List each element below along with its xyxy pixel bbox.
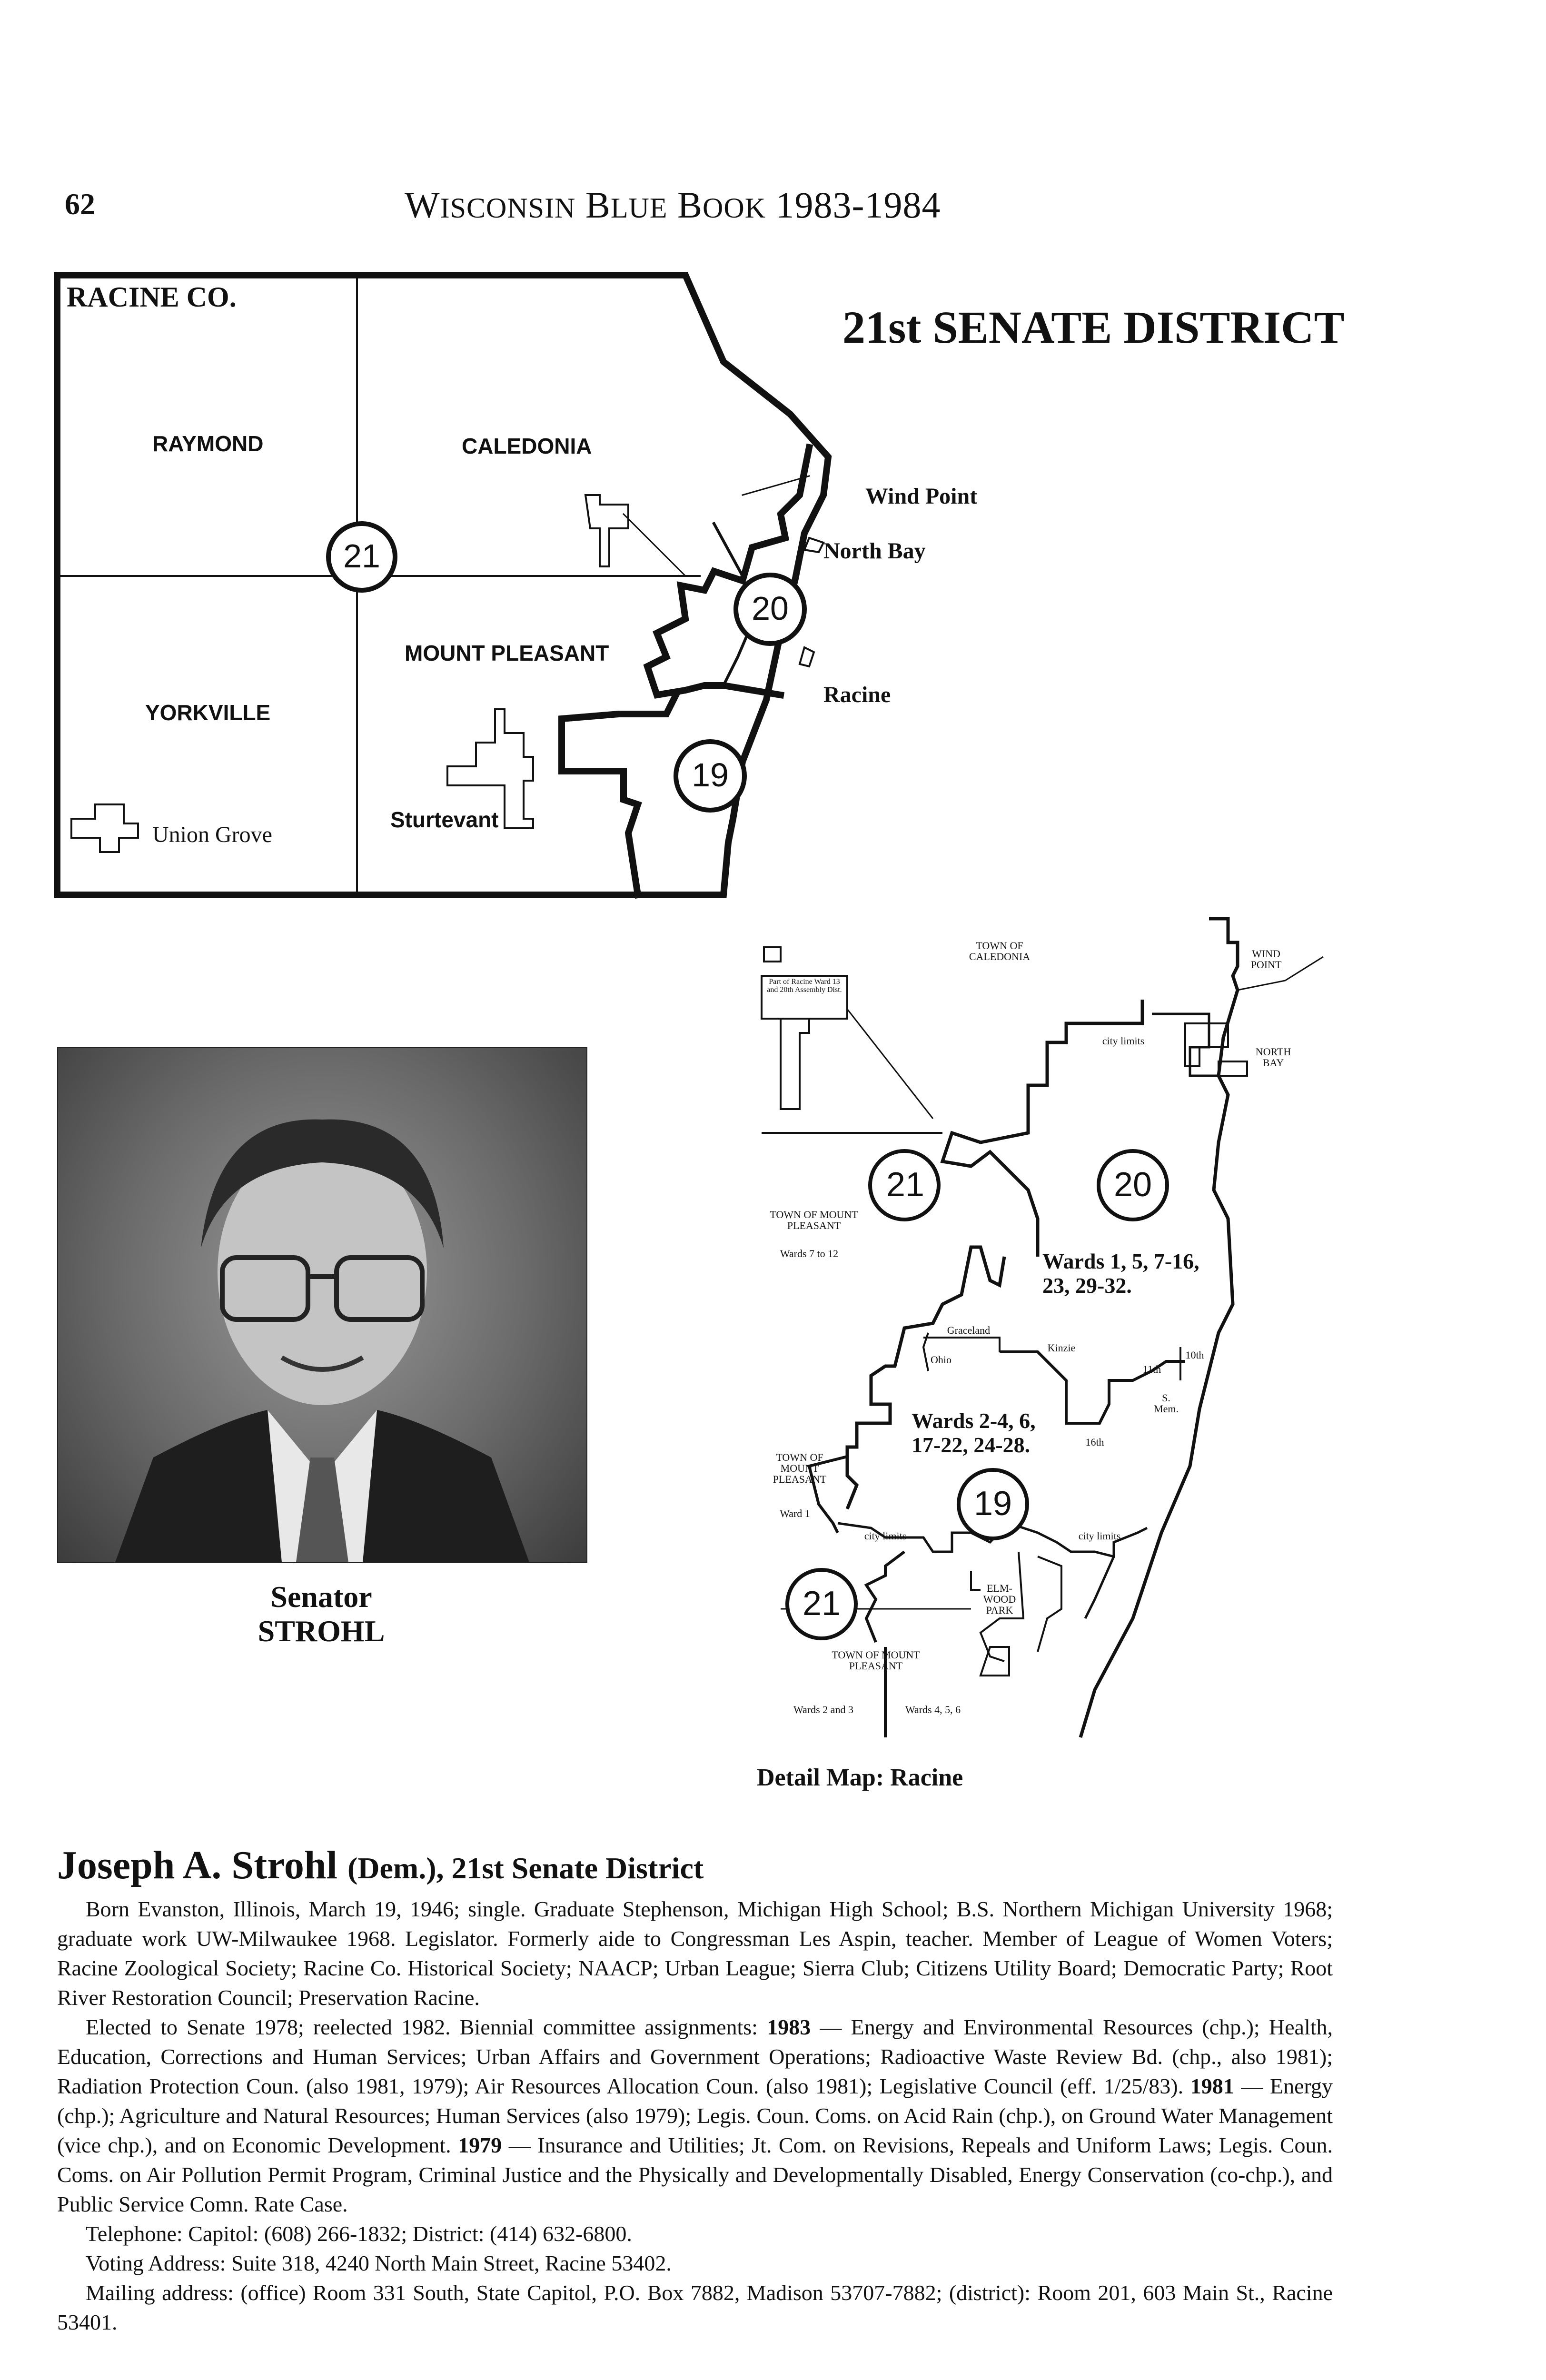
running-head: WISCONSIN BLUE BOOK 1983-1984 bbox=[405, 184, 941, 226]
district-20-label: 20 bbox=[752, 590, 789, 627]
detail-district-21a-label: 21 bbox=[886, 1166, 925, 1204]
district-19-boundary bbox=[562, 695, 676, 895]
place-racine: Racine bbox=[823, 682, 891, 707]
detail-wind-point: WIND POINT bbox=[1250, 948, 1282, 971]
bio-voting-address: Voting Address: Suite 318, 4240 North Main Street, Racine 53402. bbox=[86, 2251, 672, 2275]
city-limits-1: city limits bbox=[1102, 1035, 1145, 1047]
bio-telephone: Telephone: Capitol: (608) 266-1832; District: (414) 632-6800. bbox=[86, 2221, 632, 2246]
senator-affiliation: (Dem.), 21st Senate District bbox=[347, 1851, 704, 1885]
district-21-label: 21 bbox=[343, 537, 380, 575]
bio-paragraph-1: Born Evanston, Illinois, March 19, 1946; single. Graduate Stephenson, Michigan High School; B.S. Northern Michigan University 1968; graduate work UW-Milwaukee 1968. Legislator. Formerly aide to Congressman Les Aspin, teacher. Member of League of Women Voters; Racine Zoological Society; Racine Co. Historical Society; NAACP; Urban League; Sierra Club; Citizens Utility Board; Democratic Party; Root River Restoration Council; Preservation Racine. bbox=[57, 1897, 1333, 2010]
map-title: 21st SENATE DISTRICT bbox=[842, 302, 1345, 353]
place-wind-point: Wind Point bbox=[865, 484, 978, 509]
wards-district-20: Wards 1, 5, 7-16, 23, 29-32. bbox=[1042, 1249, 1199, 1298]
town-mount-pleasant-1: TOWN OF MOUNT PLEASANT bbox=[770, 1209, 858, 1232]
bio-heading bbox=[57, 1842, 704, 1888]
union-grove-outline bbox=[71, 804, 138, 852]
senator-portrait bbox=[57, 1047, 587, 1563]
town-mount-pleasant: MOUNT PLEASANT bbox=[405, 641, 609, 665]
elmwood-park: ELM- WOOD PARK bbox=[983, 1582, 1016, 1616]
district-20-boundary bbox=[647, 447, 809, 695]
portrait-caption-name: STROHL bbox=[258, 1614, 385, 1648]
street-11th: 11th bbox=[1142, 1363, 1161, 1375]
bio-paragraph-2: Elected to Senate 1978; reelected 1982. Biennial committee assignments: 1983 — Energy and Environmental Resources (chp.); Health, Education, Corrections and Human Services; Urban Affairs and Government Operations; Radioactive Waste Review Bd. (chp., also 1981); Radiation Protection Coun. (also 1981, 1979); Air Resources Allocation Coun. (also 1981); Legislative Council (eff. 1/25/83). 1981 — Energy (chp.); Agriculture and Natural Resources; Human Services (also 1979); Legis. Coun. Coms. on Acid Rain (chp.), on Ground Water Management (vice chp.), and on Economic Development. 1979 — Insurance and Utilities; Jt. Com. on Revisions, Repeals and Uniform Laws; Legis. Coun. Coms. on Air Pollution Permit Program, Criminal Justice and the Physically and Developmentally Disabled, Energy Conservation (co-chp.), and Public Service Comn. Rate Case. bbox=[57, 2015, 1333, 2216]
street-s-mem: S. Mem. bbox=[1154, 1392, 1179, 1415]
place-sturtevant: Sturtevant bbox=[390, 807, 499, 832]
county-label: RACINE CO. bbox=[67, 281, 237, 313]
town-of-caledonia: TOWN OF CALEDONIA bbox=[969, 940, 1031, 963]
page-number: 62 bbox=[65, 187, 95, 221]
place-north-bay: North Bay bbox=[823, 538, 926, 564]
place-union-grove: Union Grove bbox=[152, 822, 272, 847]
detail-district-19-label: 19 bbox=[973, 1485, 1012, 1523]
senator-name: Joseph A. Strohl bbox=[57, 1843, 337, 1887]
street-16th: 16th bbox=[1085, 1436, 1104, 1448]
detail-map-caption: Detail Map: Racine bbox=[757, 1764, 963, 1791]
district-19-label: 19 bbox=[692, 756, 729, 793]
town-raymond: RAYMOND bbox=[152, 431, 264, 456]
wards-2-3: Wards 2 and 3 bbox=[793, 1704, 853, 1716]
street-10th: 10th bbox=[1185, 1349, 1204, 1361]
wards-district-19: Wards 2-4, 6, 17-22, 24-28. bbox=[912, 1408, 1036, 1457]
portrait-caption-title: Senator bbox=[270, 1580, 372, 1614]
street-ohio: Ohio bbox=[931, 1354, 951, 1366]
bio-text bbox=[57, 1894, 1333, 2337]
detail-district-21b-label: 21 bbox=[802, 1585, 841, 1623]
portrait-silhouette bbox=[58, 1048, 586, 1562]
town-caledonia: CALEDONIA bbox=[462, 434, 592, 458]
inset-note: Part of Racine Ward 13 and 20th Assembly Dist. bbox=[767, 978, 842, 994]
ward-1: Ward 1 bbox=[780, 1507, 810, 1519]
county-east-edge bbox=[685, 275, 790, 414]
town-yorkville: YORKVILLE bbox=[145, 700, 271, 725]
detail-north-bay: NORTH BAY bbox=[1255, 1046, 1291, 1069]
city-limits-2: city limits bbox=[864, 1530, 907, 1542]
wards-7-12: Wards 7 to 12 bbox=[780, 1248, 839, 1259]
wards-4-6: Wards 4, 5, 6 bbox=[905, 1704, 961, 1716]
town-mount-pleasant-2: TOWN OF MOUNT PLEASANT bbox=[773, 1451, 827, 1486]
detail-district-20-label: 20 bbox=[1113, 1166, 1152, 1204]
bio-mailing-address: Mailing address: (office) Room 331 South, State Capitol, P.O. Box 7882, Madison 53707-7882; (district): Room 201, 603 Main St., Racine 53401. bbox=[57, 2281, 1333, 2334]
street-graceland: Graceland bbox=[947, 1324, 991, 1336]
street-kinzie: Kinzie bbox=[1047, 1342, 1076, 1354]
town-mount-pleasant-3: TOWN OF MOUNT PLEASANT bbox=[832, 1649, 920, 1672]
city-limits-3: city limits bbox=[1078, 1530, 1121, 1542]
